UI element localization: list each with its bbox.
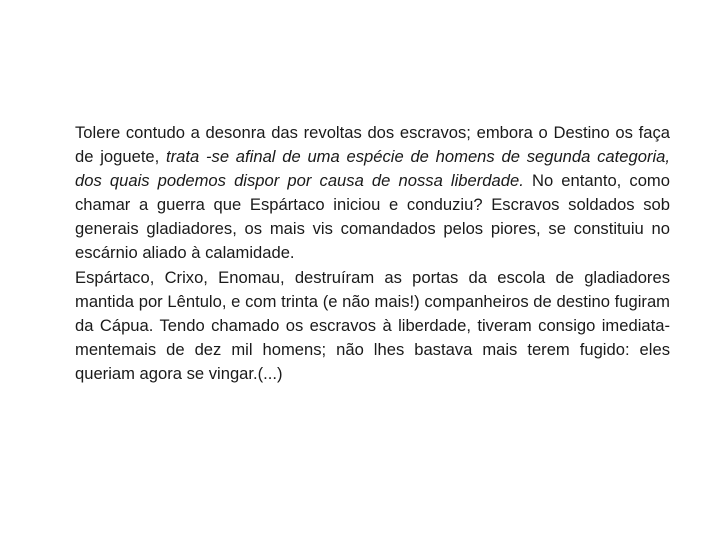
- paragraph-1-text-end: No entanto, como chamar a guerra que Espártaco iniciou e conduziu? Escravos soldados sob generais gladiadores, os mais vis comandados pelos piores, se constituiu no escárnio aliado à calamidade.: [75, 171, 670, 263]
- paragraph-1: [75, 121, 670, 266]
- paragraph-1-text-start: Tolere contudo a desonra das revoltas dos escravos; embora o Destino os faça de joguete,: [75, 123, 670, 167]
- paragraph-2: Espártaco, Crixo, Enomau, destruíram as portas da escola de gladiadores mantida por Lêntulo, e com trinta (e não mais!) companheiros de destino fugiram da Cápua. Tendo chamado os escravos à liberdade, tiveram consigo imediata-mentemais de dez mil homens; não lhes bastava mais terem fugido: eles queriam agora se vingar.(...): [75, 267, 670, 383]
- paragraph-1-italic-text: trata ‑se afinal de uma espécie de homens de segunda categoria, dos quais podemos dispor por causa de nossa liberdade.: [75, 147, 670, 191]
- text-block: [75, 121, 670, 386]
